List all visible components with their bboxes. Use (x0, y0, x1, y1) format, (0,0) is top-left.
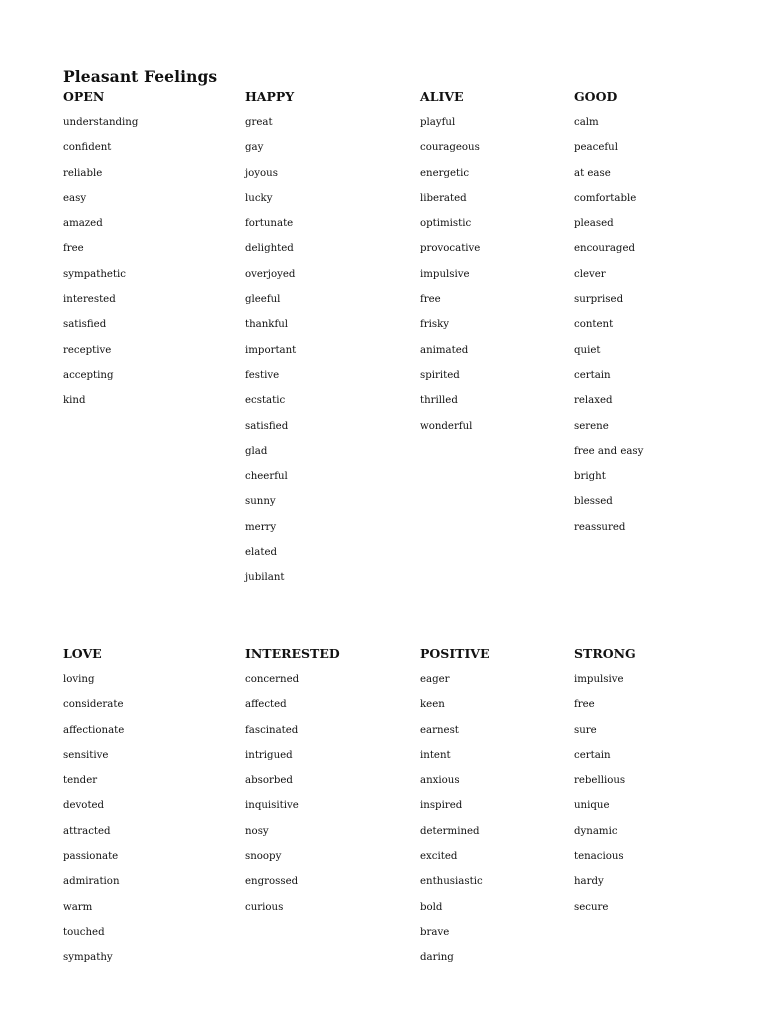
feeling-word: engrossed (245, 876, 299, 888)
feeling-word: clever (574, 268, 606, 280)
column-alive (420, 88, 480, 444)
feeling-word: affected (245, 699, 287, 711)
feeling-word: blessed (574, 496, 613, 508)
feeling-word: lucky (245, 192, 273, 204)
feeling-word: joyous (245, 167, 278, 179)
feeling-word: animated (420, 344, 469, 356)
feeling-word: impulsive (420, 268, 470, 280)
feeling-word: serene (574, 420, 609, 432)
column-love (63, 645, 124, 976)
feeling-word: thrilled (420, 395, 458, 407)
feeling-word: free (63, 243, 84, 255)
feeling-word: sunny (245, 496, 276, 508)
feeling-word: gay (245, 142, 264, 154)
column-heading: LOVE (63, 646, 102, 661)
feeling-word: kind (63, 395, 86, 407)
feeling-word: considerate (63, 699, 124, 711)
feeling-word: sensitive (63, 749, 109, 761)
feeling-word: energetic (420, 167, 470, 179)
column-good (574, 88, 643, 545)
column-interested (245, 645, 340, 925)
feeling-word: courageous (420, 142, 480, 154)
feeling-word: quiet (574, 344, 601, 356)
feeling-word: festive (245, 369, 280, 381)
feeling-word: understanding (63, 117, 139, 128)
feeling-word: at ease (574, 167, 611, 179)
feeling-word: snoopy (245, 851, 282, 863)
feeling-word: accepting (63, 369, 114, 381)
feeling-word: receptive (63, 344, 112, 356)
feeling-word: absorbed (245, 775, 293, 787)
feeling-word: important (245, 344, 297, 356)
feeling-word: overjoyed (245, 268, 296, 280)
column-heading: GOOD (574, 89, 618, 104)
feeling-word: sympathy (63, 952, 113, 964)
feeling-word: curious (245, 901, 284, 913)
feeling-word: encouraged (574, 243, 636, 255)
feeling-word: pleased (574, 218, 614, 230)
feeling-word: fascinated (245, 724, 299, 736)
feeling-word: sure (574, 724, 597, 736)
feeling-word: inquisitive (245, 800, 299, 812)
feeling-word: certain (574, 749, 611, 761)
word-list (420, 672, 490, 976)
feeling-word: passionate (63, 851, 119, 863)
feeling-word: anxious (420, 775, 460, 787)
feeling-word: tender (63, 775, 98, 787)
feeling-word: frisky (420, 319, 450, 331)
feeling-word: great (245, 117, 273, 128)
feeling-word: attracted (63, 825, 111, 837)
feeling-word: reassured (574, 521, 626, 533)
column-heading: POSITIVE (420, 646, 490, 661)
feeling-word: fortunate (245, 218, 294, 230)
feeling-word: calm (574, 117, 599, 128)
feeling-word: jubilant (245, 572, 285, 584)
feeling-word: eager (420, 674, 450, 685)
word-list (574, 672, 636, 925)
feeling-word: playful (420, 117, 456, 128)
feeling-word: provocative (420, 243, 481, 255)
feeling-word: amazed (63, 218, 103, 230)
feeling-word: admiration (63, 876, 120, 888)
feeling-word: certain (574, 369, 611, 381)
feeling-word: glad (245, 445, 268, 457)
feeling-word: easy (63, 192, 87, 204)
feeling-word: optimistic (420, 218, 472, 230)
word-list (63, 115, 138, 419)
feeling-word: concerned (245, 674, 300, 685)
feeling-word: free (574, 699, 595, 711)
feeling-word: excited (420, 851, 458, 863)
feeling-word: comfortable (574, 192, 637, 204)
feeling-word: daring (420, 952, 454, 964)
feeling-word: liberated (420, 192, 467, 204)
feeling-word: relaxed (574, 395, 613, 407)
column-heading: STRONG (574, 646, 636, 661)
feeling-word: sympathetic (63, 268, 126, 280)
column-heading: INTERESTED (245, 646, 340, 661)
feeling-word: reliable (63, 167, 103, 179)
feeling-word: secure (574, 901, 609, 913)
feeling-word: thankful (245, 319, 289, 331)
feeling-word: surprised (574, 294, 624, 306)
feeling-word: hardy (574, 876, 604, 888)
word-list (245, 115, 296, 596)
word-list (245, 672, 340, 925)
feeling-word: confident (63, 142, 112, 154)
feeling-word: intent (420, 749, 451, 761)
feeling-word: dynamic (574, 825, 618, 837)
page-title: Pleasant Feelings (63, 67, 218, 87)
feeling-word: elated (245, 547, 278, 559)
column-heading: HAPPY (245, 89, 295, 104)
feeling-word: bold (420, 901, 443, 913)
feeling-word: unique (574, 800, 610, 812)
feeling-word: wonderful (420, 420, 473, 432)
feeling-word: determined (420, 825, 480, 837)
feeling-word: nosy (245, 825, 269, 837)
column-heading: ALIVE (420, 89, 464, 104)
feeling-word: touched (63, 926, 105, 938)
feeling-word: brave (420, 926, 450, 938)
feeling-word: loving (63, 674, 95, 685)
column-open (63, 88, 138, 419)
feeling-word: affectionate (63, 724, 125, 736)
feeling-word: rebellious (574, 775, 626, 787)
column-heading: OPEN (63, 89, 105, 104)
feeling-word: inspired (420, 800, 463, 812)
feeling-word: devoted (63, 800, 105, 812)
feeling-word: cheerful (245, 471, 288, 483)
feeling-word: enthusiastic (420, 876, 483, 888)
word-list (63, 672, 124, 976)
column-positive (420, 645, 490, 976)
feeling-word: bright (574, 471, 606, 483)
feeling-word: peaceful (574, 142, 618, 154)
feeling-word: gleeful (245, 294, 281, 306)
feeling-word: interested (63, 294, 116, 306)
feeling-word: content (574, 319, 614, 331)
feeling-word: keen (420, 699, 445, 711)
feeling-word: delighted (245, 243, 294, 255)
feeling-word: earnest (420, 724, 459, 736)
feeling-word: free (420, 294, 441, 306)
feeling-word: satisfied (245, 420, 289, 432)
feeling-word: intrigued (245, 749, 293, 761)
feeling-word: satisfied (63, 319, 107, 331)
feeling-word: tenacious (574, 851, 624, 863)
feeling-word: warm (63, 901, 93, 913)
feeling-word: merry (245, 521, 277, 533)
word-list (574, 115, 643, 545)
column-happy (245, 88, 296, 596)
feeling-word: ecstatic (245, 395, 286, 407)
feeling-word: impulsive (574, 674, 624, 685)
feeling-word: spirited (420, 369, 460, 381)
word-list (420, 115, 480, 444)
column-strong (574, 645, 636, 925)
feeling-word: free and easy (574, 445, 644, 457)
